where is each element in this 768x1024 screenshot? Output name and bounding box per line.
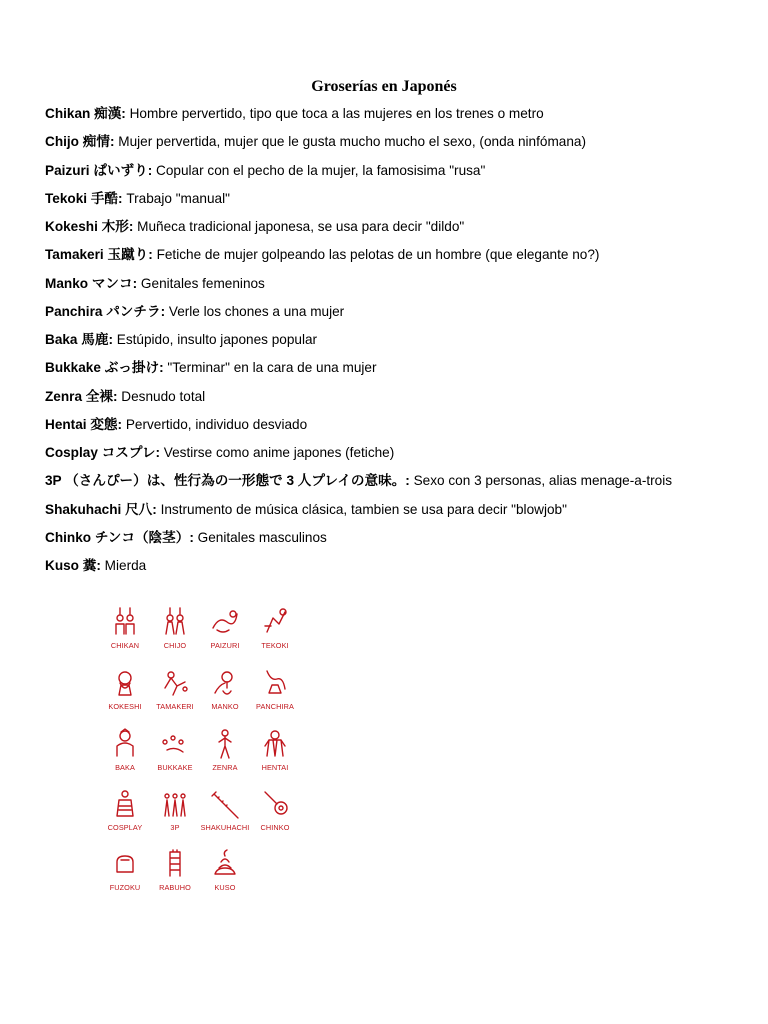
pictogram-label: TAMAKERI: [156, 702, 194, 711]
glossary-entry: [45, 189, 745, 217]
entry-definition: Mierda: [100, 558, 147, 573]
fuzoku-icon: [100, 848, 150, 880]
pictogram-kuso: [200, 848, 250, 892]
pictogram-paizuri: [200, 606, 250, 650]
entry-term: Zenra: [45, 388, 83, 404]
pictogram-label: SHAKUHACHI: [200, 823, 250, 832]
panchira-icon: [250, 667, 300, 699]
entry-definition: Estúpido, insulto japones popular: [113, 332, 318, 347]
entry-definition: Vestirse como anime japones (fetiche): [160, 445, 395, 460]
entry-japanese: 変態:: [86, 416, 123, 432]
glossary-entry: [45, 500, 745, 528]
pictogram-label: CHIJO: [163, 641, 187, 650]
pictogram-label: 3P: [170, 823, 180, 832]
entry-definition: Trabajo "manual": [122, 190, 230, 206]
baka-icon: [100, 728, 150, 760]
entry-term: Manko: [45, 275, 89, 291]
kuso-icon: [200, 848, 250, 880]
chikan-icon: [100, 606, 150, 638]
entry-japanese: 馬鹿:: [77, 332, 113, 347]
pictogram-bukkake: [150, 728, 200, 772]
entry-definition: Desnudo total: [117, 388, 206, 404]
entry-japanese: （さんぴー）は、性行為の一形態で 3 人プレイの意味。:: [61, 473, 410, 489]
entry-term: Cosplay: [45, 445, 98, 460]
pictogram-label: RABUHO: [159, 883, 191, 892]
entry-japanese: チンコ（陰茎）:: [91, 529, 194, 545]
glossary-entry: [45, 274, 745, 302]
entry-definition: Genitales masculinos: [193, 529, 327, 545]
glossary-entry: [45, 302, 745, 330]
shakuhachi-icon: [200, 788, 250, 820]
pictogram-manko: [200, 667, 250, 711]
entry-definition: "Terminar" en la cara de una mujer: [163, 360, 377, 376]
glossary-entry: [45, 415, 745, 443]
glossary-list: [45, 104, 745, 584]
pictogram-label: PAIZURI: [210, 641, 240, 650]
entry-japanese: 痴漢:: [90, 106, 126, 121]
cosplay-icon: [100, 788, 150, 820]
pictogram-fuzoku: [100, 848, 150, 892]
entry-japanese: 手酷:: [87, 190, 123, 206]
entry-term: Chijo: [45, 134, 79, 150]
pictogram-tamakeri: [150, 667, 200, 711]
pictogram-baka: [100, 728, 150, 772]
pictogram-chikan: [100, 606, 150, 650]
pictogram-label: TEKOKI: [261, 641, 289, 650]
entry-term: Chinko: [45, 529, 92, 545]
entry-term: Baka: [45, 332, 78, 347]
entry-definition: Copular con el pecho de la mujer, la famosisima "rusa": [152, 162, 486, 178]
entry-japanese: パンチラ:: [102, 303, 166, 319]
manko-icon: [200, 667, 250, 699]
entry-definition: Muñeca tradicional japonesa, se usa para decir "dildo": [133, 219, 465, 234]
entry-term: Kokeshi: [45, 219, 98, 234]
chinko-icon: [250, 788, 300, 820]
entry-japanese: 尺八:: [121, 501, 157, 517]
tamakeri-icon: [150, 667, 200, 699]
entry-japanese: マンコ:: [88, 275, 138, 291]
zenra-icon: [200, 728, 250, 760]
glossary-entry: [45, 330, 745, 358]
pictogram-label: HENTAI: [261, 763, 289, 772]
pictogram-shakuhachi: [200, 788, 250, 832]
entry-term: Kuso: [45, 558, 79, 573]
entry-japanese: ぶっ掛け:: [100, 360, 164, 376]
entry-definition: Hombre pervertido, tipo que toca a las mujeres en los trenes o metro: [125, 106, 544, 121]
entry-definition: Fetiche de mujer golpeando las pelotas de un hombre (que elegante no?): [152, 247, 600, 263]
glossary-entry: [45, 245, 745, 273]
pictogram-label: PANCHIRA: [256, 702, 294, 711]
entry-japanese: 全裸:: [82, 388, 118, 404]
entry-term: Tamakeri: [45, 247, 104, 263]
3p-icon: [150, 788, 200, 820]
pictogram-label: BAKA: [115, 763, 135, 772]
pictogram-label: COSPLAY: [107, 823, 143, 832]
pictogram-zenra: [200, 728, 250, 772]
entry-japanese: 木形:: [97, 219, 134, 234]
glossary-entry: [45, 358, 745, 386]
paizuri-icon: [200, 606, 250, 638]
bukkake-icon: [150, 728, 200, 760]
glossary-entry: [45, 161, 745, 189]
glossary-entry: [45, 556, 745, 584]
pictogram-label: MANKO: [211, 702, 239, 711]
pictogram-label: CHINKO: [260, 823, 290, 832]
entry-term: Chikan: [45, 106, 91, 121]
glossary-entry: [45, 104, 745, 132]
pictogram-hentai: [250, 728, 300, 772]
chijo-icon: [150, 606, 200, 638]
glossary-entry: [45, 528, 745, 556]
kokeshi-icon: [100, 667, 150, 699]
glossary-entry: [45, 443, 745, 471]
pictogram-label: BUKKAKE: [157, 763, 193, 772]
entry-term: Panchira: [45, 303, 103, 319]
entry-definition: Genitales femeninos: [137, 275, 265, 291]
pictogram-tekoki: [250, 606, 300, 650]
entry-term: Bukkake: [45, 360, 101, 376]
entry-definition: Pervertido, individuo desviado: [122, 416, 308, 432]
pictogram-rabuho: [150, 848, 200, 892]
pictogram-panchira: [250, 667, 300, 711]
glossary-entry: [45, 217, 745, 245]
glossary-entry: [45, 471, 745, 499]
entry-definition: Instrumento de música clásica, tambien se usa para decir "blowjob": [156, 501, 567, 517]
entry-definition: Sexo con 3 personas, alias menage-a-trois: [409, 473, 673, 489]
entry-japanese: 痴情:: [78, 134, 115, 150]
entry-term: Hentai: [45, 416, 87, 432]
pictogram-cosplay: [100, 788, 150, 832]
glossary-entry: [45, 387, 745, 415]
tekoki-icon: [250, 606, 300, 638]
entry-japanese: 玉蹴り:: [103, 247, 153, 263]
pictogram-label: FUZOKU: [109, 883, 141, 892]
entry-term: Paizuri: [45, 162, 90, 178]
hentai-icon: [250, 728, 300, 760]
entry-japanese: 糞:: [78, 558, 101, 573]
pictogram-label: KOKESHI: [108, 702, 142, 711]
entry-definition: Verle los chones a una mujer: [165, 303, 345, 319]
entry-japanese: ぱいずり:: [89, 162, 153, 178]
entry-term: 3P: [45, 473, 62, 489]
pictogram-label: KUSO: [214, 883, 236, 892]
rabuho-icon: [150, 848, 200, 880]
pictogram-kokeshi: [100, 667, 150, 711]
pictogram-label: ZENRA: [212, 763, 238, 772]
pictogram-chijo: [150, 606, 200, 650]
page-title: Groserías en Japonés: [311, 78, 457, 95]
pictogram-chinko: [250, 788, 300, 832]
entry-japanese: コスプレ:: [97, 445, 161, 460]
glossary-entry: [45, 132, 745, 160]
entry-term: Tekoki: [45, 190, 88, 206]
entry-term: Shakuhachi: [45, 501, 122, 517]
entry-definition: Mujer pervertida, mujer que le gusta mucho mucho el sexo, (onda ninfómana): [114, 134, 586, 150]
pictogram-3p: [150, 788, 200, 832]
pictogram-label: CHIKAN: [110, 641, 140, 650]
